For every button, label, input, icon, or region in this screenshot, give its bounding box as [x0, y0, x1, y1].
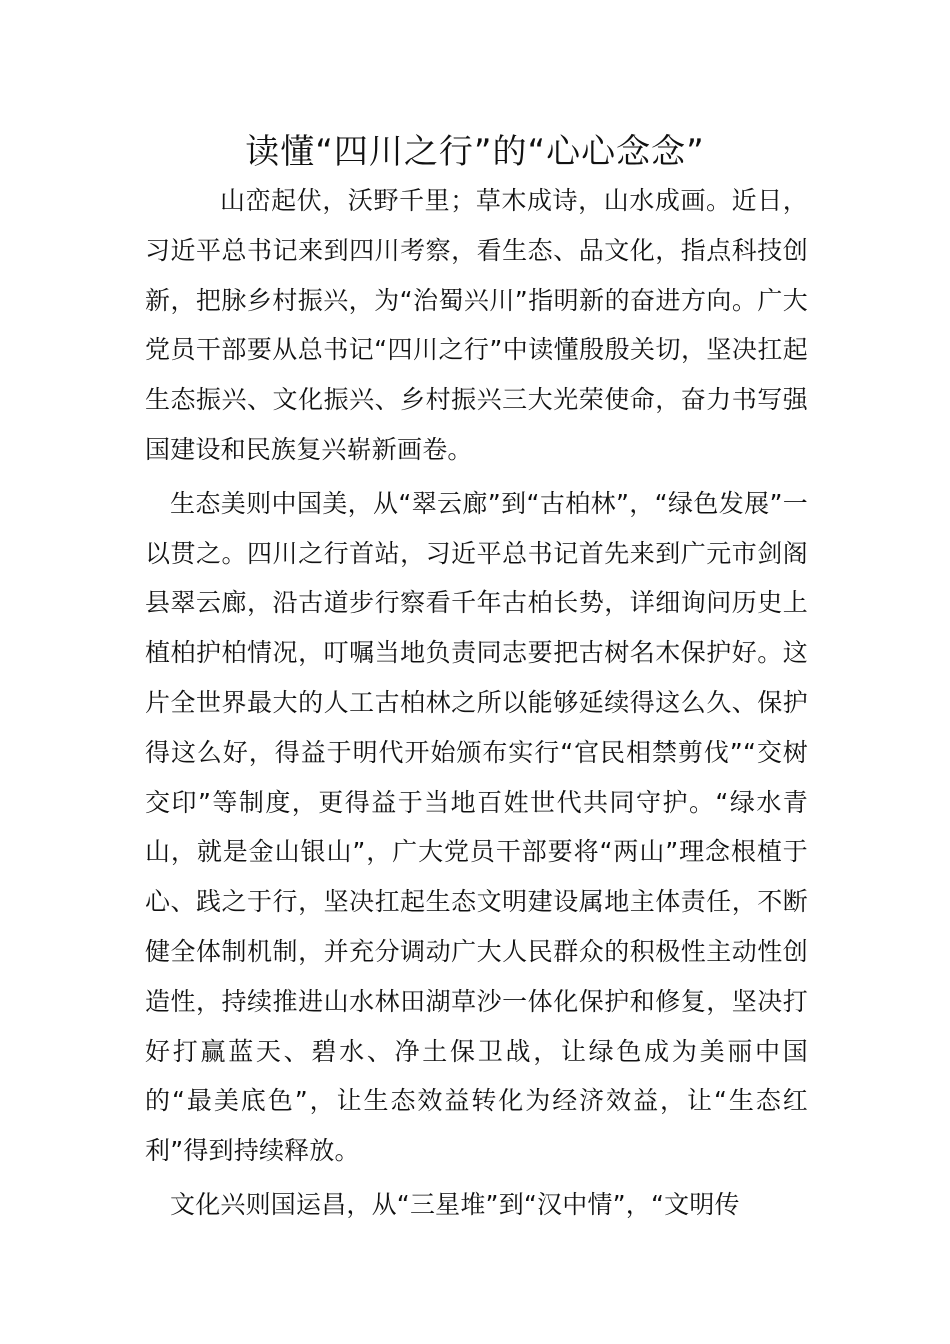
paragraph-culture: 文化兴则国运昌，从“三星堆”到“汉中情”，“文明传	[170, 1189, 740, 1219]
document-title: 读懂“四川之行”的“心心念念”	[245, 132, 705, 172]
paragraph-ecology: 生态美则中国美，从“翠云廊”到“古柏林”，“绿色发展”一以贯之。四川之行首站，习近平总书记首先来到广元市剑阁县翠云廊，沿古道步行察看千年古柏长势，详细询问历史上植柏护柏情况，叮嘱当地负责同志要把古树名木保护好。这片全世界最大的人工古柏林之所以能够延续得这么久、保护得这么好，得益于明代开始颁布实行“官民相禁剪伐”“交树交印”等制度，更得益于当地百姓世代共同守护。“绿水青山，就是金山银山”，广大党员干部要将“两山”理念根植于心、践之于行，坚决扛起生态文明建设属地主体责任，不断健全体制机制，并充分调动广大人民群众的积极性主动性创造性，持续推进山水林田湖草沙一体化保护和修复，坚决打好打赢蓝天、碧水、净土保卫战，让绿色成为美丽中国的“最美底色”，让生态效益转化为经济效益，让“生态红利”得到持续释放。	[145, 488, 808, 1166]
paragraph-intro: 山峦起伏，沃野千里；草木成诗，山水成画。近日，习近平总书记来到四川考察，看生态、品文化，指点科技创新，把脉乡村振兴，为“治蜀兴川”指明新的奋进方向。广大党员干部要从总书记“四川之行”中读懂殷殷关切，坚决扛起生态振兴、文化振兴、乡村振兴三大光荣使命，奋力书写强国建设和民族复兴崭新画卷。	[145, 186, 808, 464]
document-body	[145, 176, 808, 1230]
